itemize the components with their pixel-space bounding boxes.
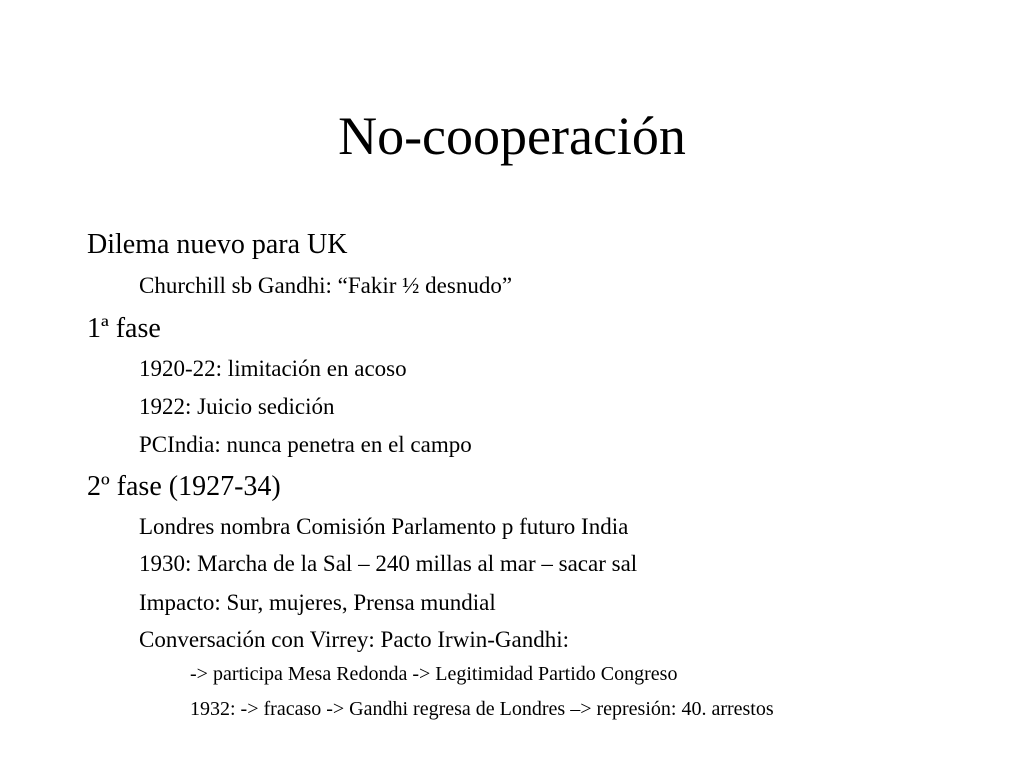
subbullet-churchill: Churchill sb Gandhi: “Fakir ½ desnudo” [139, 273, 513, 298]
subbullet-pcindia: PCIndia: nunca penetra en el campo [139, 432, 472, 457]
subbullet-limitacion: 1920-22: limitación en acoso [139, 356, 407, 381]
bullet-dilema: Dilema nuevo para UK [87, 229, 348, 260]
slide-title: No-cooperación [338, 106, 686, 166]
subbullet-marcha-sal: 1930: Marcha de la Sal – 240 millas al mar – sacar sal [139, 551, 638, 576]
subsubbullet-mesa-redonda: -> participa Mesa Redonda -> Legitimidad Partido Congreso [190, 663, 678, 685]
subbullet-londres: Londres nombra Comisión Parlamento p futuro India [139, 514, 629, 539]
bullet-fase-1: 1ª fase [87, 313, 161, 344]
subsubbullet-fracaso: 1932: -> fracaso -> Gandhi regresa de Londres –> represión: 40. arrestos [190, 698, 774, 720]
subbullet-conversacion: Conversación con Virrey: Pacto Irwin-Gandhi: [139, 627, 569, 652]
subbullet-juicio: 1922: Juicio sedición [139, 394, 335, 419]
subbullet-impacto: Impacto: Sur, mujeres, Prensa mundial [139, 590, 496, 615]
bullet-fase-2: 2º fase (1927-34) [87, 471, 281, 502]
